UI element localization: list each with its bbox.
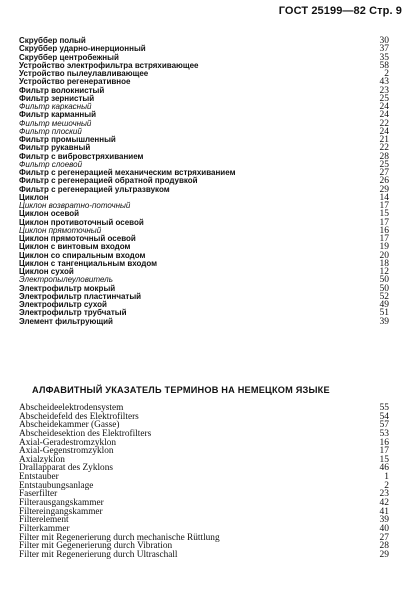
term-number: 2 <box>384 69 389 79</box>
term-number: 16 <box>379 437 389 448</box>
term-number: 25 <box>379 93 389 104</box>
german-index-entry <box>19 464 389 473</box>
term-number: 29 <box>379 549 389 560</box>
german-index-entry <box>19 447 389 456</box>
term-label: Filterausgangskammer <box>19 498 104 509</box>
term-label: Abscheidesektion des Elektrofilters <box>19 428 152 439</box>
term-number: 15 <box>379 454 389 465</box>
term-label: Фильтр с регенерацией механическим встряхиванием <box>19 168 236 177</box>
term-label: Filterelement <box>19 515 69 526</box>
term-label: Устройство электрофильтра встряхивающее <box>19 60 199 70</box>
term-label: Фильтр с регенерацией обратной продувкой <box>19 176 198 186</box>
german-index-entry <box>19 551 389 560</box>
term-number: 24 <box>379 102 389 112</box>
term-label: Filter mit Regenerierung durch Ultraschall <box>19 549 178 560</box>
term-number: 46 <box>379 463 389 474</box>
term-label: Устройство пылеулавливающее <box>19 69 149 78</box>
page-header: ГОСТ 25199—82 Стр. 9 <box>278 5 402 17</box>
term-number: 28 <box>379 151 389 162</box>
term-label: Фильтр с регенерацией ультразвуком <box>19 184 170 194</box>
term-number: 12 <box>379 267 389 277</box>
term-number: 28 <box>379 541 389 552</box>
term-number: 29 <box>379 184 389 195</box>
term-label: Циклон сухой <box>19 267 74 276</box>
term-label: Фильтр промышленный <box>19 135 116 144</box>
term-label: Скруббер ударно-инерционный <box>19 44 146 54</box>
term-label: Entstauber <box>19 472 59 483</box>
term-label: Axial-Gegenstromzyklon <box>19 446 114 457</box>
term-number: 20 <box>379 250 389 261</box>
term-number: 51 <box>379 308 389 319</box>
term-label: Filter mit Regenerierung durch mechanische Rüttlung <box>19 532 220 543</box>
term-label: Циклон прямоточный <box>19 225 102 235</box>
term-number: 53 <box>379 428 389 439</box>
term-label: Фильтр мешочный <box>19 118 92 128</box>
term-number: 22 <box>379 118 389 129</box>
term-number: 2 <box>384 480 389 491</box>
term-label: Filtereingangskammer <box>19 506 103 517</box>
term-number: 16 <box>379 225 389 236</box>
term-number: 23 <box>379 85 389 96</box>
term-number: 25 <box>379 159 389 170</box>
term-label: Скруббер полый <box>19 36 86 45</box>
term-label: Циклон с тангенциальным входом <box>19 258 158 268</box>
term-number: 57 <box>379 420 389 431</box>
term-number: 27 <box>379 532 389 543</box>
term-label: Abscheideelektrodensystem <box>19 403 124 413</box>
term-number: 1 <box>384 472 389 483</box>
german-term-index <box>19 404 389 560</box>
term-number: 54 <box>379 411 389 422</box>
term-label: Фильтр плоский <box>19 126 82 136</box>
term-label: Электрофильтр сухой <box>19 300 107 309</box>
german-index-title: АЛФАВИТНЫЙ УКАЗАТЕЛЬ ТЕРМИНОВ НА НЕМЕЦКОМ ЯЗЫКЕ <box>32 385 330 395</box>
term-label: Abscheidekammer (Gasse) <box>19 420 120 431</box>
russian-index-entry <box>19 186 389 194</box>
term-number: 39 <box>379 515 389 526</box>
term-number: 21 <box>379 135 389 145</box>
term-label: Электрофильтр мокрый <box>19 283 116 293</box>
term-label: Filterkammer <box>19 523 70 534</box>
term-label: Drallapparat des Zyklons <box>19 463 113 474</box>
term-label: Циклон со спиральным входом <box>19 250 146 260</box>
term-number: 35 <box>379 52 389 63</box>
term-number: 50 <box>379 283 389 294</box>
term-number: 14 <box>379 192 389 203</box>
russian-index-entry <box>19 260 389 268</box>
german-index-entry <box>19 516 389 525</box>
term-label: Фильтр зернистый <box>19 93 95 103</box>
term-number: 17 <box>379 217 389 228</box>
term-label: Электрофильтр трубчатый <box>19 308 127 318</box>
term-label: Filter mit Gegenerierung durch Vibration <box>19 541 173 552</box>
term-number: 18 <box>379 258 389 269</box>
term-label: Циклон осевой <box>19 209 80 219</box>
term-label: Фильтр с вибровстряхиванием <box>19 151 144 161</box>
term-number: 24 <box>379 126 389 137</box>
term-number: 27 <box>379 168 389 178</box>
term-number: 23 <box>379 489 389 500</box>
term-number: 17 <box>379 446 389 457</box>
term-label: Циклон прямоточный осевой <box>19 234 136 243</box>
russian-term-index <box>19 37 389 326</box>
term-label: Электропылеуловитель <box>19 275 113 285</box>
term-number: 26 <box>379 176 389 187</box>
term-label: Axialzyklon <box>19 454 65 465</box>
term-label: Entstaubungsanlage <box>19 480 94 491</box>
term-number: 50 <box>379 275 389 286</box>
term-label: Элемент фильтрующий <box>19 316 113 326</box>
term-label: Устройство регенеративное <box>19 77 131 87</box>
term-label: Электрофильтр пластинчатый <box>19 291 142 301</box>
german-index-entry <box>19 482 389 491</box>
term-number: 52 <box>379 291 389 302</box>
term-number: 19 <box>379 242 389 253</box>
term-number: 17 <box>379 201 389 211</box>
term-number: 43 <box>379 77 389 88</box>
term-label: Фильтр карманный <box>19 110 96 120</box>
term-number: 41 <box>379 506 389 517</box>
term-number: 22 <box>379 143 389 154</box>
term-number: 39 <box>379 316 389 327</box>
term-label: Циклон <box>19 192 49 202</box>
term-label: Циклон с винтовым входом <box>19 242 131 252</box>
term-number: 55 <box>379 403 389 413</box>
term-number: 37 <box>379 44 389 55</box>
term-label: Скруббер центробежный <box>19 52 119 62</box>
term-number: 42 <box>379 498 389 509</box>
term-label: Циклон противоточный осевой <box>19 217 144 227</box>
term-number: 49 <box>379 300 389 310</box>
term-number: 40 <box>379 523 389 534</box>
term-label: Axial-Geradestromzyklon <box>19 437 117 448</box>
term-label: Фильтр волокнистый <box>19 85 105 95</box>
term-number: 30 <box>379 36 389 46</box>
term-number: 24 <box>379 110 389 121</box>
term-number: 58 <box>379 60 389 71</box>
term-label: Abscheidefeld des Elektrofilters <box>19 411 139 422</box>
term-number: 15 <box>379 209 389 220</box>
term-number: 17 <box>379 234 389 244</box>
term-label: Faserfilter <box>19 489 58 500</box>
term-label: Фильтр каркасный <box>19 102 92 111</box>
term-label: Фильтр рукавный <box>19 143 91 153</box>
term-label: Фильтр слоевой <box>19 159 83 169</box>
term-label: Циклон возвратно-поточный <box>19 201 131 210</box>
german-index-entry <box>19 508 389 517</box>
russian-index-entry <box>19 318 389 326</box>
